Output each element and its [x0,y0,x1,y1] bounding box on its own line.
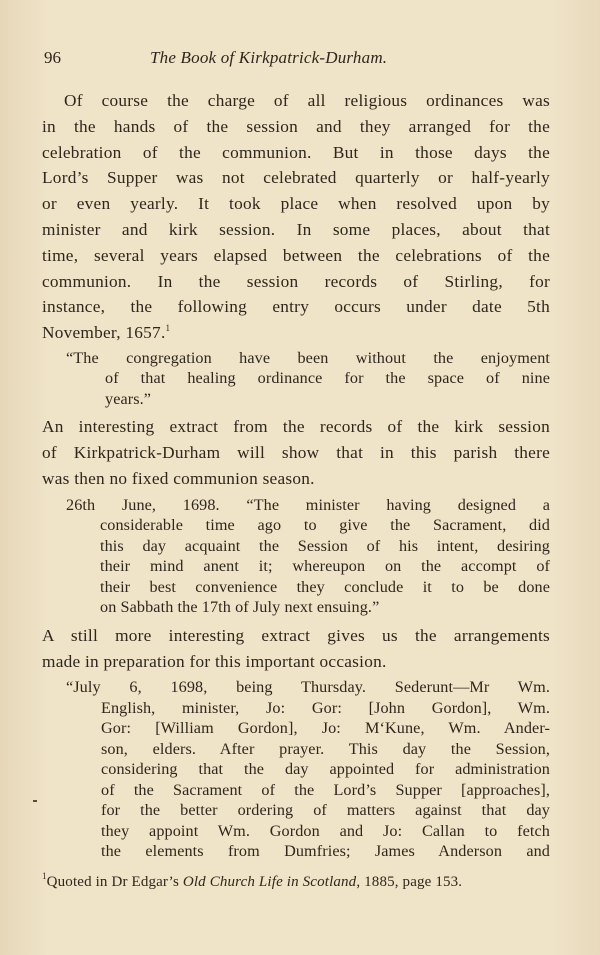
quote-line: 26th June, 1698. “The minister having designed a [66,495,550,514]
page-body [42,88,550,862]
quote-line: years.” [105,389,152,408]
text-line: or even yearly. It took place when resolved upon by [42,194,550,214]
footnote-reference: 1 [165,323,171,334]
quote-line: “July 6, 1698, being Thursday. Sederunt—Mr Wm. [66,678,550,697]
quote-line: Gor: [William Gordon], Jo: M‘Kune, Wm. Ander- [101,719,550,738]
quote-line: considering that the day appointed for administration [101,760,550,779]
quote-line: of that healing ordinance for the space of nine [105,369,550,388]
paragraph-3 [42,623,550,675]
footnote-suffix: , 1885, page 153. [356,874,463,890]
block-quote-2 [42,495,550,618]
footnote-book-title: Old Church Life in Scotland [182,874,357,890]
text-line: Lord’s Supper was not celebrated quarterly or half-yearly [42,168,550,188]
text-line: instance, the following entry occurs under date 5th [42,297,550,317]
text-line: Of course the charge of all religious ordinances was [64,91,550,110]
text-line: communion. In the session records of Stirling, for [42,271,550,291]
quote-line: on Sabbath the 17th of July next ensuing.” [100,598,380,617]
paragraph-1 [42,88,550,346]
text-line [42,320,550,346]
text-line: minister and kirk session. In some places, about that [42,219,550,239]
quote-line: for the better ordering of matters against that day [101,801,550,820]
quote-line: the elements from Dumfries; James Anderson and [101,842,550,861]
text-line: was then no fixed communion season. [42,469,315,489]
quote-line: their mind anent it; whereupon on the accompt of [100,557,550,576]
paragraph-2 [42,414,550,491]
footnote-prefix: Quoted in Dr Edgar’s [46,874,183,890]
text-line: in the hands of the session and they arranged for the [42,116,550,136]
quote-line: their best convenience they conclude it to be done [100,577,550,596]
text-line: time, several years elapsed between the celebrations of the [42,245,550,265]
page-number: 96 [44,48,61,67]
quote-line: of the Sacrament of the Lord’s Supper [approaches], [101,780,550,799]
text-line: celebration of the communion. But in those days the [42,142,550,162]
footnote-marker: 1 [42,871,47,881]
page-header [44,48,560,76]
text-fragment: November, 1657. [42,323,166,343]
text-line: An interesting extract from the records of the kirk session [42,417,550,437]
ink-speck [33,800,37,802]
quote-line: they appoint Wm. Gordon and Jo: Callan to fetch [101,821,550,840]
running-title: The Book of Kirkpatrick-Durham. [150,48,388,67]
quote-line: considerable time ago to give the Sacrament, did [100,516,550,535]
text-line: A still more interesting extract gives us the arrangements [42,625,550,645]
quote-line: son, elders. After prayer. This day the Session, [101,739,550,758]
quote-line: English, minister, Jo: Gor: [John Gordon], Wm. [101,698,550,717]
quote-line: this day acquaint the Session of his intent, desiring [100,536,550,555]
text-line: made in preparation for this important occasion. [42,651,387,671]
quote-line: “The congregation have been without the enjoyment [66,348,550,367]
block-quote-1 [42,348,550,410]
footnote [42,871,562,891]
block-quote-3 [42,677,550,862]
text-line: of Kirkpatrick-Durham will show that in this parish there [42,443,550,463]
